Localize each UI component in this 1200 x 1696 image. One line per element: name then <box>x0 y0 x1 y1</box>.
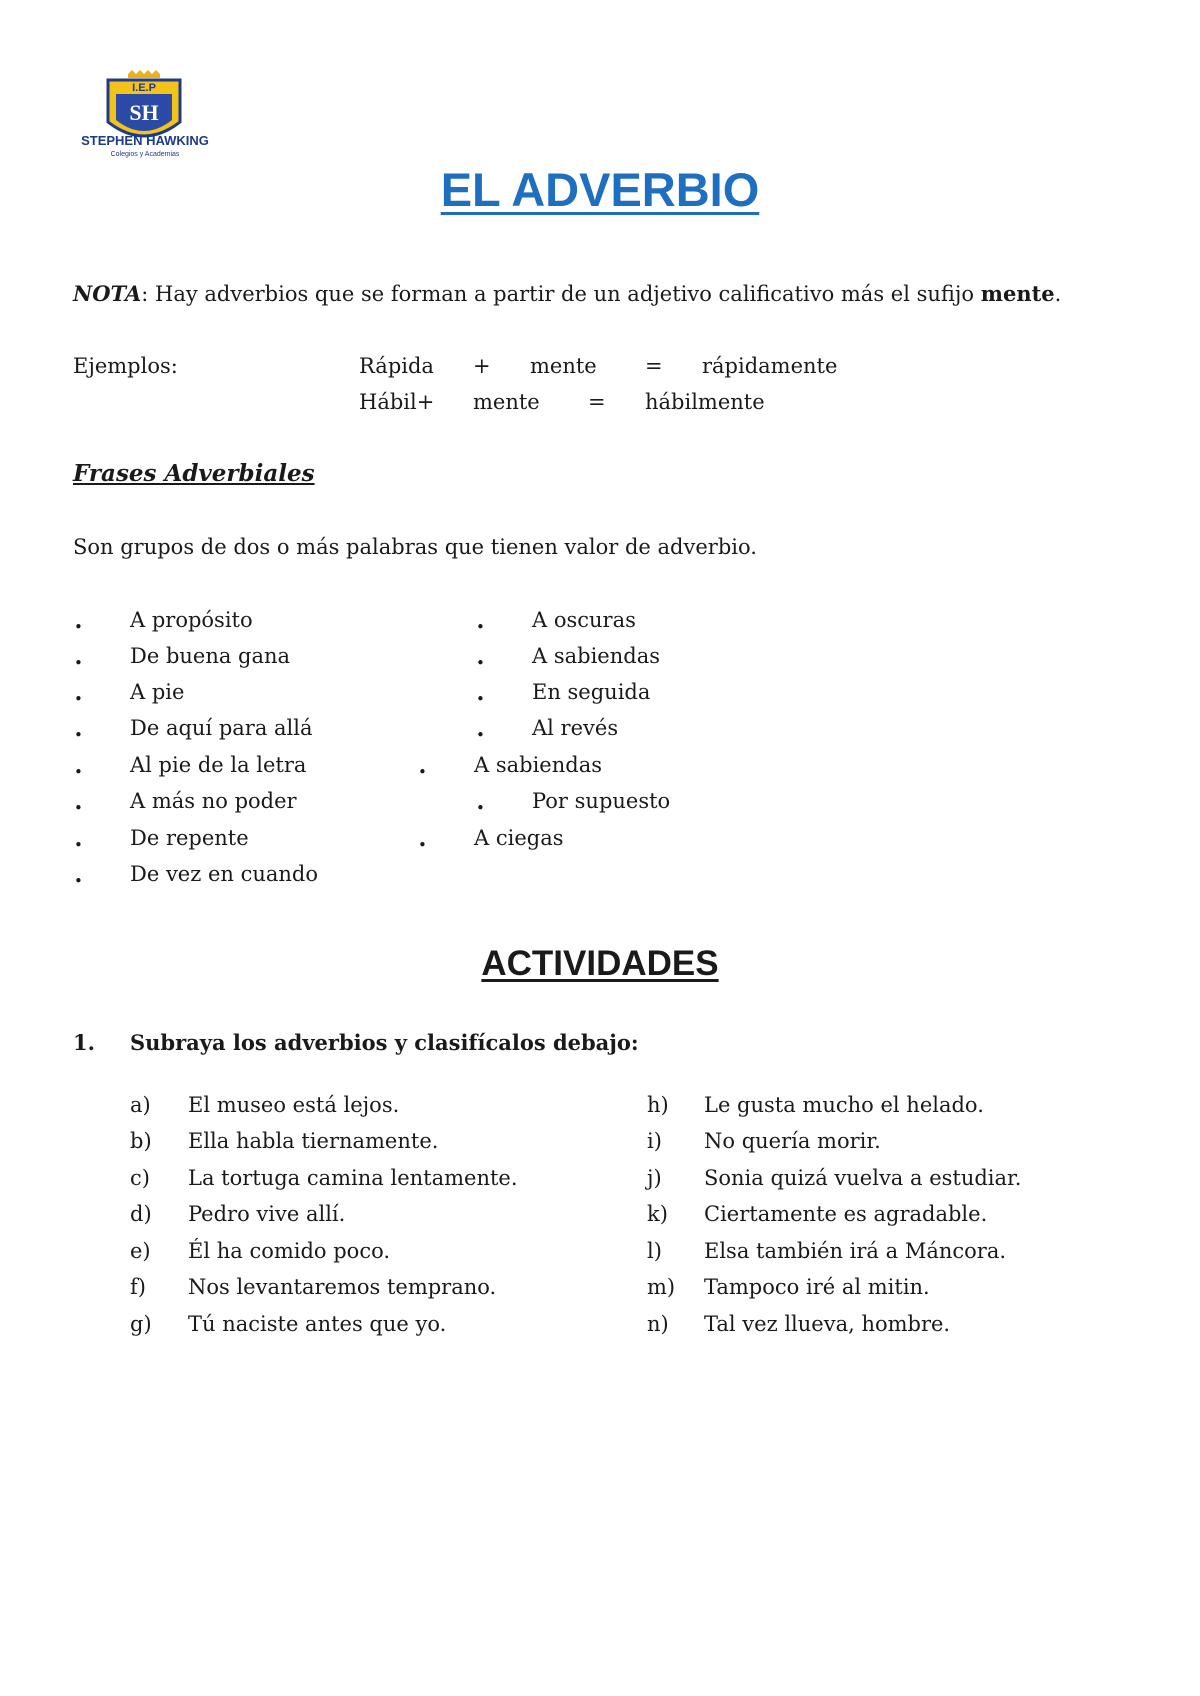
right-list-item: Al revés <box>532 716 619 740</box>
example1-result: rápidamente <box>702 354 838 378</box>
bullet-icon: • <box>74 836 83 854</box>
sentence-text: Ciertamente es agradable. <box>704 1202 988 1226</box>
note-label: NOTA <box>73 281 142 306</box>
right-list-item: A sabiendas <box>532 644 660 668</box>
exercise-instruction: Subraya los adverbios y clasifícalos debajo: <box>130 1030 639 1055</box>
right-list-item: A ciegas <box>474 826 564 850</box>
logo-brand-text: STEPHEN HAWKING <box>81 133 209 148</box>
school-logo <box>70 70 220 162</box>
example2-suffix: mente <box>473 390 540 414</box>
bullet-icon: • <box>418 763 427 781</box>
bullet-icon: • <box>476 690 485 708</box>
bullet-icon: • <box>74 618 83 636</box>
left-list-item: Al pie de la letra <box>130 753 307 777</box>
sentence-text: La tortuga camina lentamente. <box>188 1166 518 1190</box>
sentence-text: Le gusta mucho el helado. <box>704 1093 984 1117</box>
sentence-letter: c) <box>130 1166 150 1190</box>
bullet-icon: • <box>74 872 83 890</box>
sentence-text: Tampoco iré al mitin. <box>704 1275 930 1299</box>
sentence-letter: j) <box>647 1166 662 1190</box>
left-list-item: A pie <box>130 680 185 704</box>
sentence-letter: h) <box>647 1093 669 1117</box>
sentence-letter: e) <box>130 1239 151 1263</box>
example1-equals: = <box>645 354 663 378</box>
bullet-icon: • <box>74 763 83 781</box>
examples-label: Ejemplos: <box>73 354 178 378</box>
example2-equals: = <box>588 390 606 414</box>
sentence-text: Ella habla tiernamente. <box>188 1129 439 1153</box>
example1-plus: + <box>473 354 491 378</box>
phrases-intro: Son grupos de dos o más palabras que tienen valor de adverbio. <box>73 535 757 559</box>
left-list-item: A propósito <box>130 608 253 632</box>
note-paragraph <box>73 281 1061 306</box>
note-bold-word: mente <box>980 281 1055 306</box>
logo-subtitle-text: Colegios y Academias <box>110 151 180 158</box>
logo-shield-text: SH <box>129 100 159 125</box>
left-list-item: De vez en cuando <box>130 862 319 886</box>
sentence-text: Sonia quizá vuelva a estudiar. <box>704 1166 1022 1190</box>
sentence-letter: f) <box>130 1275 146 1299</box>
example2-result: hábilmente <box>645 390 765 414</box>
exercise-number: 1. <box>73 1030 95 1055</box>
sentence-letter: i) <box>647 1129 662 1153</box>
right-list-item: A sabiendas <box>474 753 602 777</box>
example1-word: Rápida <box>359 354 434 378</box>
sentence-text: Tal vez llueva, hombre. <box>704 1312 951 1336</box>
sentence-text: Pedro vive allí. <box>188 1202 346 1226</box>
sentence-letter: d) <box>130 1202 152 1226</box>
section-heading-frases: Frases Adverbiales <box>73 460 315 487</box>
activities-title: ACTIVIDADES <box>481 944 719 983</box>
left-list-item: A más no poder <box>130 789 297 813</box>
bullet-icon: • <box>74 690 83 708</box>
sentence-text: El museo está lejos. <box>188 1093 400 1117</box>
sentence-text: Elsa también irá a Máncora. <box>704 1239 1007 1263</box>
sentence-letter: g) <box>130 1312 152 1336</box>
example2-word: Hábil+ <box>359 390 435 414</box>
left-list-item: De buena gana <box>130 644 291 668</box>
bullet-icon: • <box>74 726 83 744</box>
example1-suffix: mente <box>530 354 597 378</box>
note-text: : Hay adverbios que se forman a partir de un adjetivo calificativo más el sufijo <box>141 282 981 306</box>
sentence-letter: k) <box>647 1202 668 1226</box>
crown-icon <box>128 70 160 78</box>
logo-top-text: I.E.P <box>132 82 156 94</box>
sentence-letter: n) <box>647 1312 669 1336</box>
sentence-text: Nos levantaremos temprano. <box>188 1275 497 1299</box>
note-end: . <box>1054 282 1062 306</box>
sentence-text: No quería morir. <box>704 1129 881 1153</box>
sentence-letter: b) <box>130 1129 152 1153</box>
page-title: EL ADVERBIO <box>440 163 760 216</box>
bullet-icon: • <box>476 726 485 744</box>
right-list-item: Por supuesto <box>532 789 671 813</box>
left-list-item: De aquí para allá <box>130 716 313 740</box>
bullet-icon: • <box>476 799 485 817</box>
bullet-icon: • <box>476 654 485 672</box>
bullet-icon: • <box>418 836 427 854</box>
sentence-letter: l) <box>647 1239 662 1263</box>
sentence-text: Tú naciste antes que yo. <box>188 1312 447 1336</box>
sentence-letter: a) <box>130 1093 151 1117</box>
bullet-icon: • <box>74 799 83 817</box>
sentence-text: Él ha comido poco. <box>188 1239 391 1263</box>
right-list-item: En seguida <box>532 680 651 704</box>
left-list-item: De repente <box>130 826 249 850</box>
right-list-item: A oscuras <box>532 608 636 632</box>
bullet-icon: • <box>476 618 485 636</box>
bullet-icon: • <box>74 654 83 672</box>
sentence-letter: m) <box>647 1275 676 1299</box>
